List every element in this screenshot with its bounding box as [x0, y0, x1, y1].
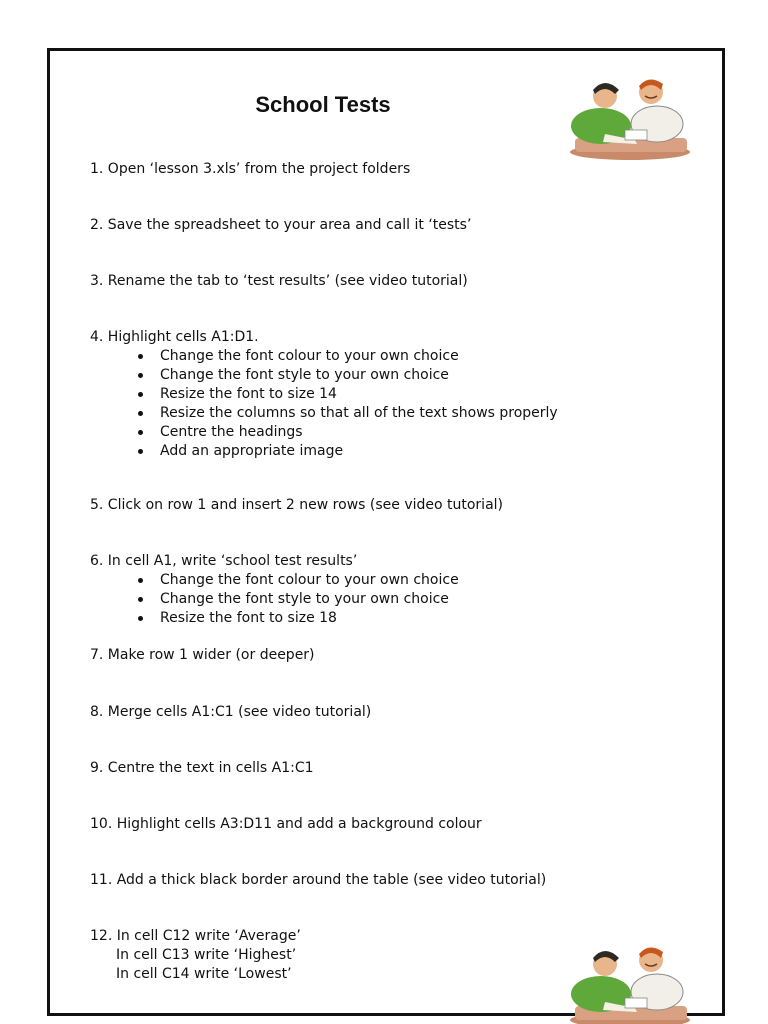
- students-studying-illustration-icon: [565, 940, 695, 1024]
- step-12-line-1: 12. In cell C12 write ‘Average’: [90, 928, 301, 944]
- step-12-line-2: In cell C13 write ‘Highest’: [116, 947, 297, 963]
- step-4: 4. Highlight cells A1:D1.: [90, 329, 259, 345]
- step-2: 2. Save the spreadsheet to your area and call it ‘tests’: [90, 217, 472, 233]
- step-5: 5. Click on row 1 and insert 2 new rows (see video tutorial): [90, 497, 503, 513]
- step-9: 9. Centre the text in cells A1:C1: [90, 760, 314, 776]
- list-item: Change the font style to your own choice: [90, 366, 558, 385]
- list-item: Change the font style to your own choice: [90, 590, 459, 609]
- list-item: Change the font colour to your own choice: [90, 571, 459, 590]
- list-item: Resize the columns so that all of the text shows properly: [90, 404, 558, 423]
- list-item: Change the font colour to your own choice: [90, 347, 558, 366]
- step-3: 3. Rename the tab to ‘test results’ (see video tutorial): [90, 273, 468, 289]
- step-12-line-3: In cell C14 write ‘Lowest’: [116, 966, 292, 982]
- step-11: 11. Add a thick black border around the table (see video tutorial): [90, 872, 547, 888]
- step-10: 10. Highlight cells A3:D11 and add a background colour: [90, 816, 482, 832]
- step-7: 7. Make row 1 wider (or deeper): [90, 647, 315, 663]
- step-6: 6. In cell A1, write ‘school test results’: [90, 553, 358, 569]
- step-1: 1. Open ‘lesson 3.xls’ from the project folders: [90, 161, 411, 177]
- list-item: Resize the font to size 18: [90, 609, 459, 628]
- page-title: School Tests: [255, 92, 391, 117]
- step-4-bullet-list: [90, 347, 558, 461]
- step-12: [90, 927, 301, 984]
- step-6-bullet-list: [90, 571, 459, 628]
- step-8: 8. Merge cells A1:C1 (see video tutorial): [90, 704, 372, 720]
- list-item: Centre the headings: [90, 423, 558, 442]
- list-item: Resize the font to size 14: [90, 385, 558, 404]
- list-item: Add an appropriate image: [90, 442, 558, 461]
- students-studying-illustration-icon: [565, 72, 695, 162]
